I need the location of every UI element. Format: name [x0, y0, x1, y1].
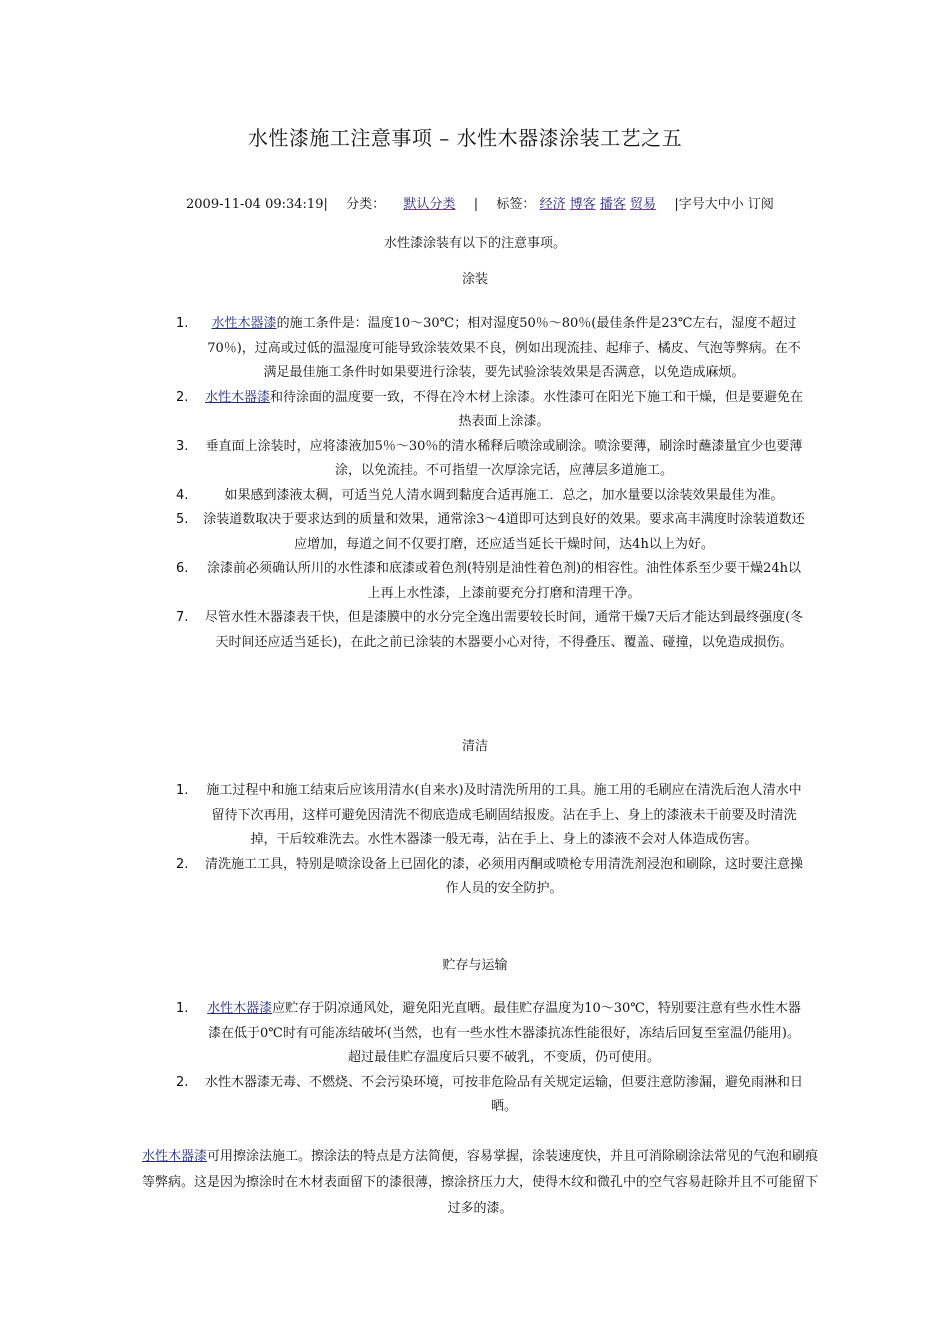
product-link[interactable]: 水性木器漆	[207, 1001, 273, 1016]
item-number: 3.	[176, 438, 189, 454]
coating-list	[176, 312, 806, 655]
item-text: 施工过程中和施工结束后应该用清水(自来水)及时清洗所用的工具。施工用的毛刷应在清洗后泡人清水中留待下次再用，这样可避免因清洗不彻底造成毛刷固结报废。沾在手上、身上的漆液未干前要及时清洗掉，干后较难洗去。水性木器漆一般无毒，沾在手上、身上的漆液不会对人体造成伤害。	[206, 783, 802, 847]
intro-text: 水性漆涂装有以下的注意事项。	[383, 236, 566, 251]
item-text: 涂装道数取决于要求达到的质量和效果，通常涂3～4道即可达到良好的效果。要求高丰满度时涂装道数还应增加，每道之间不仅要打磨，还应适当延长干燥时间，达4h以上为好。	[203, 512, 805, 552]
item-text: 尽管水性木器漆表干快，但是漆膜中的水分完全逸出需要较长时间，通常干燥7天后才能达到最终强度(冬天时间还应适当延长)，在此之前已涂装的木器要小心对待，不得叠压、覆盖、碰撞，以免造成损伤。	[204, 610, 804, 650]
item-text: 的施工条件是：温度10～30℃；相对湿度50％～80％(最佳条件是23℃左右，湿度不超过70％)，过高或过低的温湿度可能导致涂装效果不良，例如出现流挂、起痱子、橘皮、气泡等弊病。在不满足最佳施工条件时如果要进行涂装，要先试验涂装效果是否满意，以免造成麻烦。	[207, 316, 801, 380]
section-heading-coating: 涂装	[461, 272, 488, 287]
item-number: 1.	[176, 783, 189, 798]
list-item	[176, 508, 806, 557]
tags-label: 标签：	[496, 197, 536, 212]
meta-separator: |	[473, 197, 479, 212]
item-number: 1.	[176, 1001, 189, 1016]
item-number: 2.	[176, 856, 189, 872]
post-datetime: 2009-11-04 09:34:19|	[186, 197, 328, 212]
post-meta	[186, 193, 774, 212]
item-text: 如果感到漆液太稠，可适当兑人清水调到黏度合适再施工．总之，加水量要以涂装效果最佳为准。	[224, 487, 784, 503]
list-item	[176, 312, 806, 386]
list-item	[176, 853, 806, 902]
list-item	[176, 386, 806, 435]
document-title: 水性漆施工注意事项 – 水性木器漆涂装工艺之五	[247, 126, 683, 150]
product-link[interactable]: 水性木器漆	[141, 1149, 207, 1164]
section-heading-storage: 贮存与运输	[442, 958, 508, 973]
tag-link[interactable]: 播客	[599, 197, 626, 212]
product-link[interactable]: 水性木器漆	[211, 316, 277, 331]
list-item	[176, 557, 806, 606]
category-link[interactable]: 默认分类	[403, 197, 456, 212]
item-text: 和待涂面的温度要一致，不得在冷木材上涂漆。水性漆可在阳光下施工和干燥，但是要避免在热表面上涂漆。	[270, 389, 804, 429]
tag-link[interactable]: 经济	[539, 197, 566, 212]
item-text: 清洗施工工具，特别是喷涂设备上已固化的漆，必须用丙酮或喷枪专用清洗剂浸泡和刷除，这时要注意操作人员的安全防护。	[204, 856, 803, 896]
closing-text: 可用擦涂法施工。擦涂法的特点是方法简便，容易掌握，涂装速度快，并且可消除刷涂法常见的气泡和刷痕等弊病。这是因为擦涂时在木材表面留下的漆很薄，擦涂挤压力大，使得木纹和微孔中的空气容易赶除并且不可能留下过多的漆。	[141, 1149, 819, 1216]
item-text: 水性木器漆无毒、不燃烧、不会污染环境，可按非危险品有关规定运输，但要注意防渗漏，避免雨淋和日晒。	[204, 1074, 803, 1114]
list-item	[176, 435, 806, 484]
list-item	[176, 1071, 806, 1120]
tag-link[interactable]: 博客	[569, 197, 596, 212]
item-text: 垂直面上涂装时，应将漆液加5％～30％的清水稀释后喷涂或刷涂。喷涂要薄，刷涂时蘸漆量宜少也要薄涂，以免流挂。不可指望一次厚涂完话，应薄层多道施工。	[205, 438, 803, 478]
list-item	[176, 484, 806, 509]
item-text: 应贮存于阴凉通风处，避免阳光直晒。最佳贮存温度为10～30℃，特别要注意有些水性木器漆在低于0℃时有可能冻结破坏(当然，也有一些水性木器漆抗冻性能很好，冻结后回复至室温仍能用)。超过最佳贮存温度后只要不破乳，不变质，仍可使用。	[208, 1001, 801, 1065]
tag-link[interactable]: 贸易	[630, 197, 657, 212]
storage-list	[176, 997, 806, 1120]
item-number: 2.	[176, 1074, 189, 1090]
list-item	[176, 997, 806, 1071]
item-number: 1.	[176, 316, 189, 331]
list-item	[176, 606, 806, 655]
item-number: 2.	[176, 389, 189, 405]
item-number: 4.	[176, 487, 189, 503]
item-number: 6.	[176, 561, 189, 576]
product-link[interactable]: 水性木器漆	[204, 389, 270, 405]
section-heading-cleaning: 清洁	[461, 739, 488, 754]
cleaning-list	[176, 779, 806, 902]
font-size-subscribe[interactable]: |字号大中小 订阅	[674, 197, 774, 212]
category-label: 分类：	[346, 197, 386, 212]
item-number: 5.	[176, 512, 189, 527]
item-text: 涂漆前必须确认所川的水性漆和底漆或着色剂(特别是油性着色剂)的相容性。油性体系至少要干燥24h以上再上水性漆，上漆前要充分打磨和清理干净。	[206, 561, 802, 601]
list-item	[176, 779, 806, 853]
item-number: 7.	[176, 610, 189, 625]
closing-paragraph	[140, 1144, 820, 1222]
